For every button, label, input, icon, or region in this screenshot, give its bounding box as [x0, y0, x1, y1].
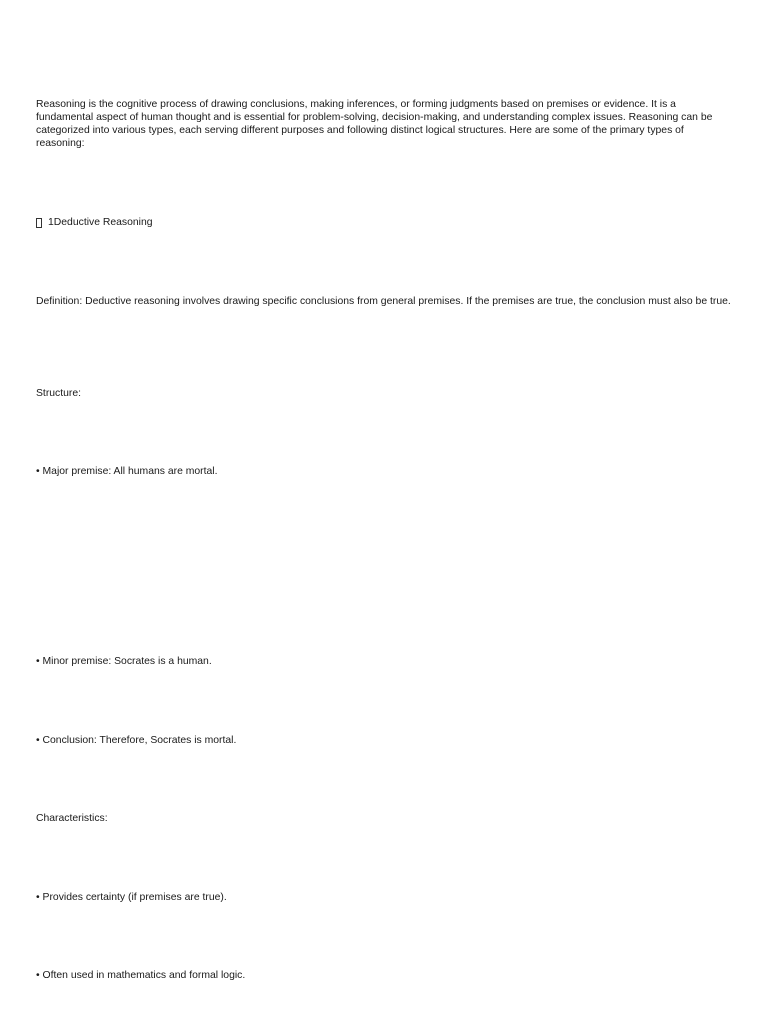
definition-paragraph: Definition: Deductive reasoning involves drawing specific conclusions from general premises. If the premises are true, the conclusion must also be true. [36, 296, 731, 307]
characteristics-label: Characteristics: [36, 813, 108, 824]
section-heading-text: 1Deductive Reasoning [48, 217, 153, 228]
used-in-item: • Often used in mathematics and formal logic. [36, 970, 246, 981]
certainty-item: • Provides certainty (if premises are true). [36, 892, 227, 903]
intro-paragraph: Reasoning is the cognitive process of drawing conclusions, making inferences, or forming judgments based on premises or evidence. It is a fundamental aspect of human thought and is essential for problem-solving, decision-making, and understanding complex issues. Reasoning can be categorized into various types, each serving different purposes and following distinct logical structures. Here are some of the primary types of reasoning: [36, 99, 713, 149]
missing-glyph-icon [36, 218, 42, 228]
section-heading [36, 216, 732, 229]
minor-premise-item: • Minor premise: Socrates is a human. [36, 656, 212, 667]
structure-label: Structure: [36, 388, 82, 399]
major-premise-item: • Major premise: All humans are mortal. [36, 466, 218, 477]
conclusion-item: • Conclusion: Therefore, Socrates is mortal. [36, 735, 237, 746]
